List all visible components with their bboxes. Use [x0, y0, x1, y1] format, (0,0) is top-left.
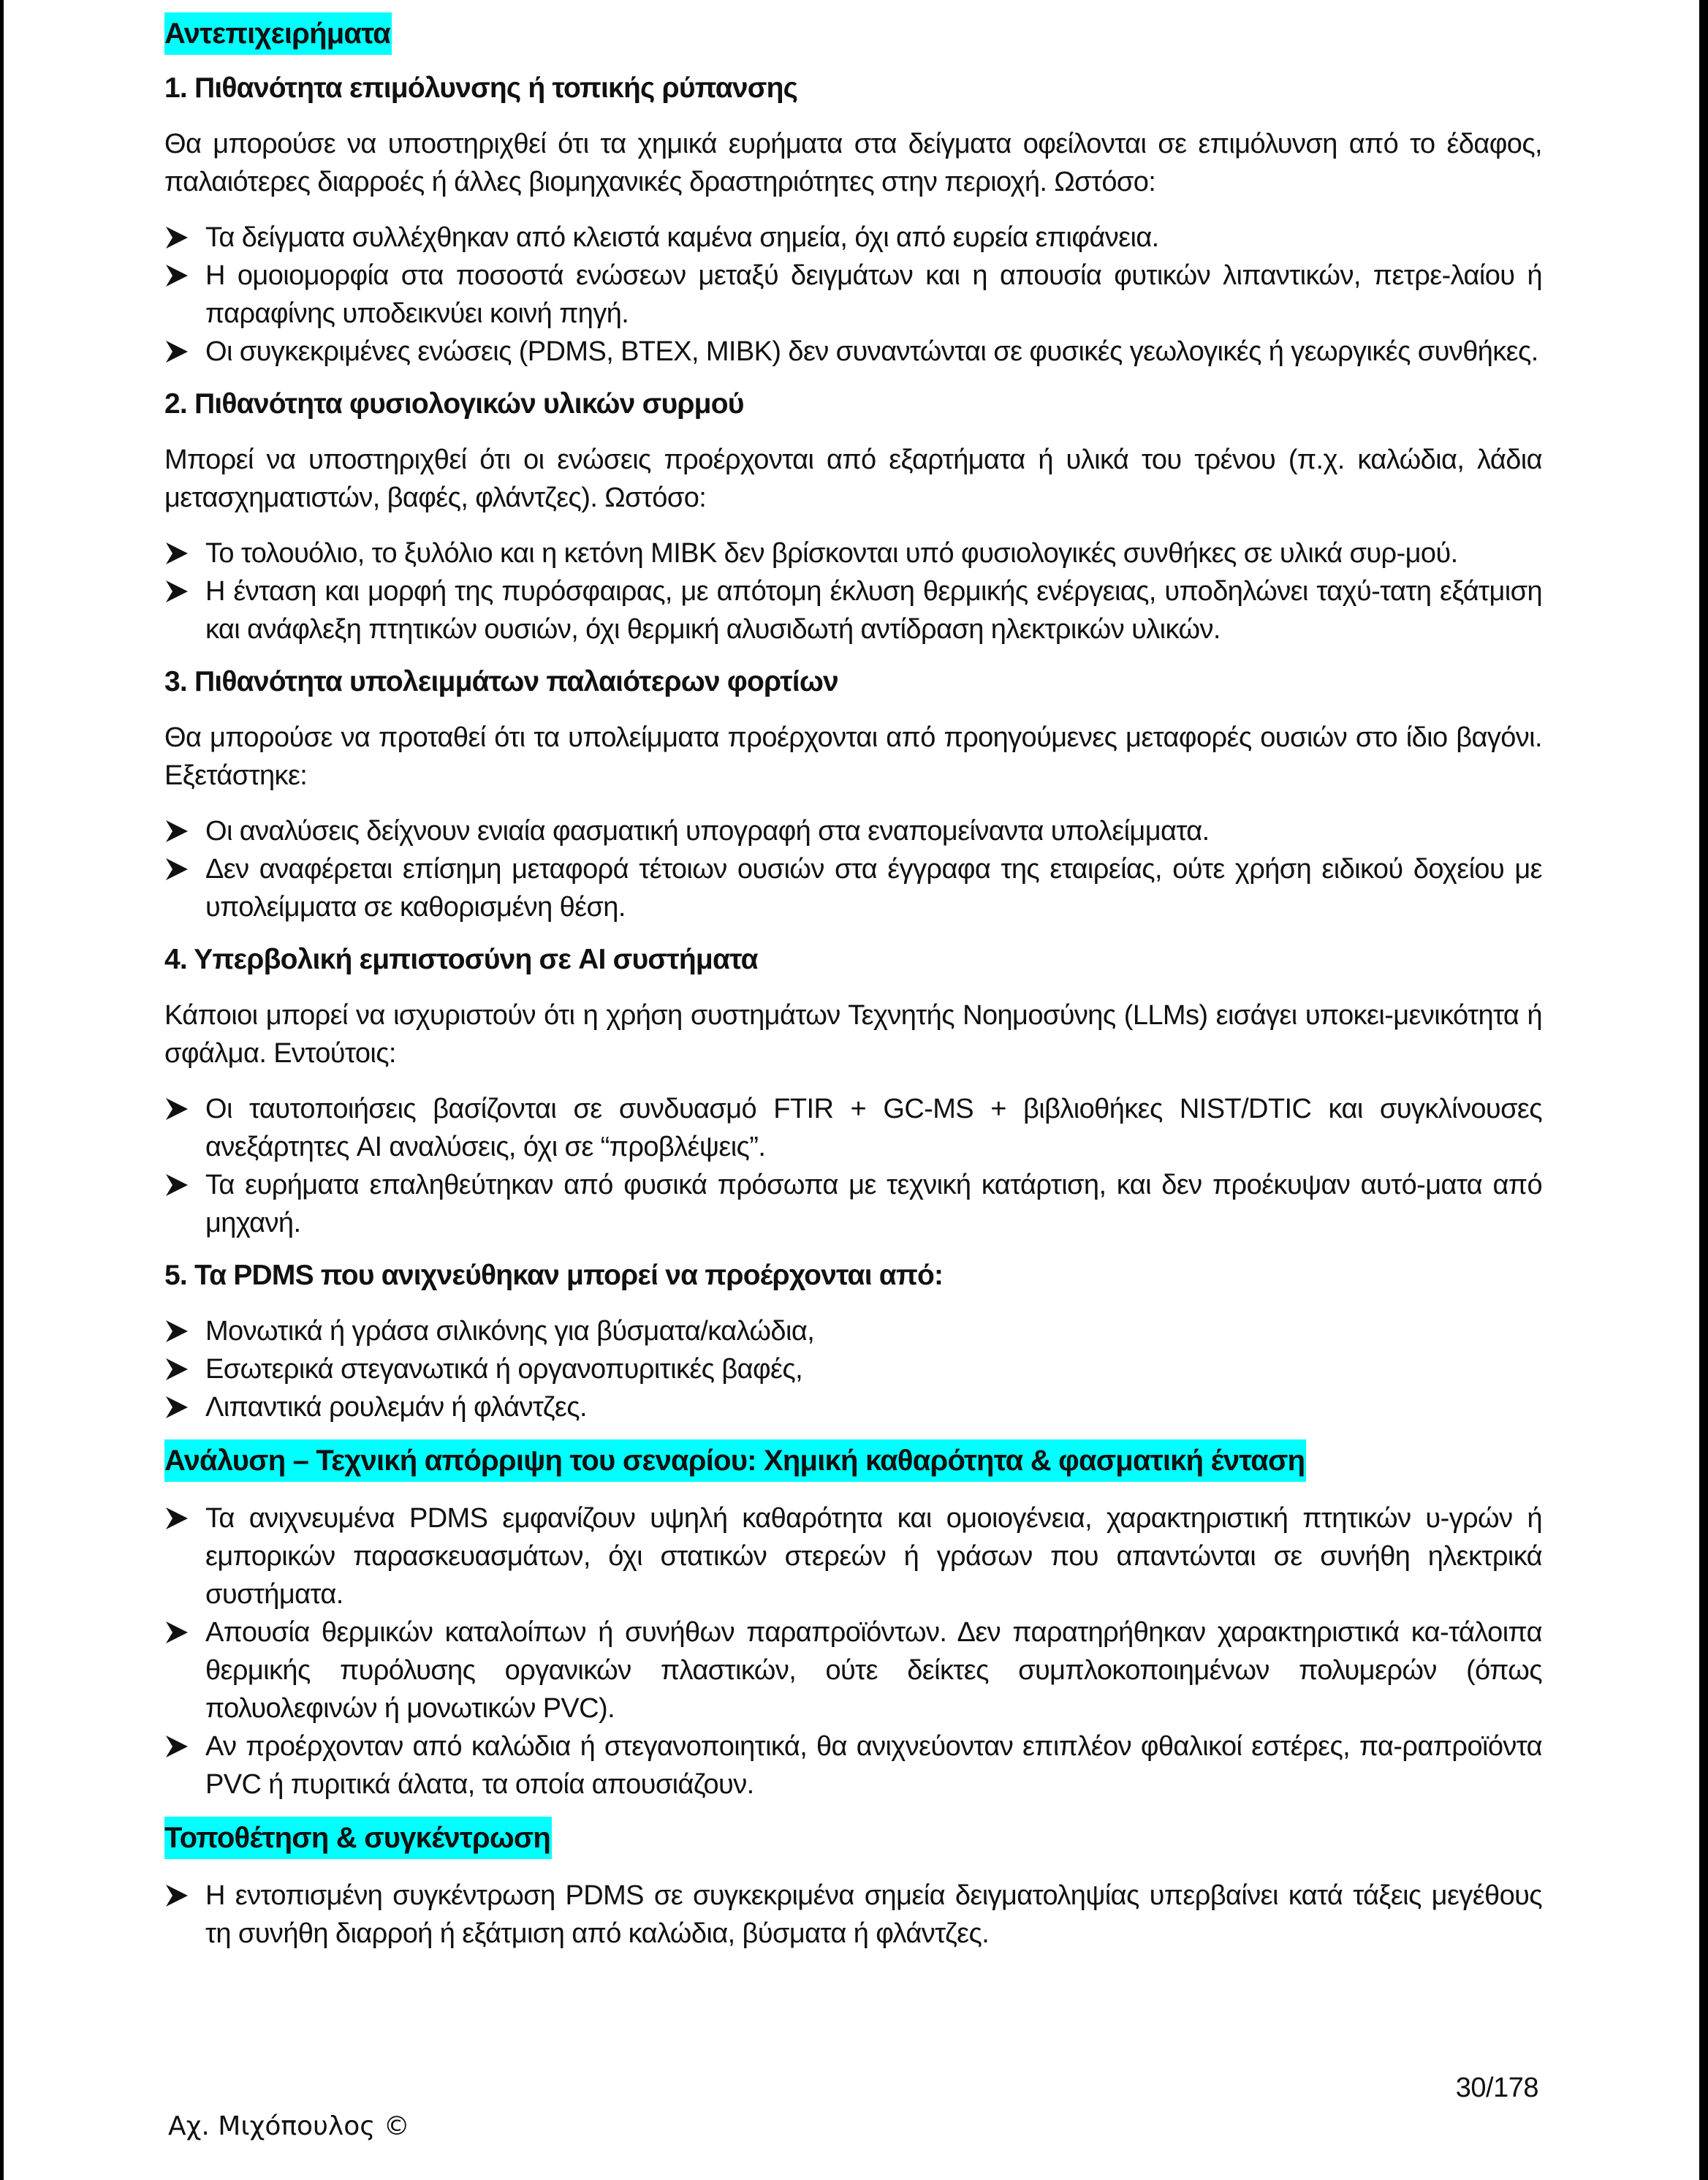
arrowhead-bullet-icon: [164, 1097, 189, 1121]
page-number: 30/178: [1455, 2073, 1538, 2103]
list-item: [164, 1166, 1542, 1242]
arrowhead-bullet-icon: [164, 1506, 189, 1531]
list-item: [164, 333, 1542, 371]
list-item: [164, 1388, 1542, 1426]
bullet-list-placement: [164, 1877, 1542, 1953]
list-item-text: Η ένταση και μορφή της πυρόσφαιρας, με απότομη έκλυση θερμικής ενέργειας, υποδηλώνει ταχύ-τατη εξάτμιση και ανάφλεξη πτητικών ουσιών, όχι θερμική αλυσιδωτή αντίδραση ηλεκτρικών υλικών.: [205, 576, 1542, 645]
list-item: [164, 1877, 1542, 1953]
list-item: [164, 257, 1542, 333]
subheading-previous-loads: 3. Πιθανότητα υπολειμμάτων παλαιότερων φορτίων: [164, 666, 838, 697]
document-page: [4, 0, 1699, 2180]
list-item: [164, 1350, 1542, 1388]
arrowhead-bullet-icon: [164, 1395, 189, 1420]
list-item-text: Τα ανιχνευμένα PDMS εμφανίζουν υψηλή καθαρότητα και ομοιογένεια, χαρακτηριστική πτητικών υ-γρών ή εμπορικών παρασκευασμάτων, όχι στατικών στερεών ή γράσων που απαντώνται σε συνήθη ηλεκτρικά συστήματα.: [205, 1503, 1542, 1610]
list-item-text: Λιπαντικά ρουλεμάν ή φλάντζες.: [205, 1392, 587, 1423]
arrowhead-bullet-icon: [164, 1734, 189, 1759]
arrowhead-bullet-icon: [164, 819, 189, 844]
bullet-list-train-materials: [164, 534, 1542, 648]
arrowhead-bullet-icon: [164, 541, 189, 566]
list-item: [164, 534, 1542, 572]
list-item-text: Δεν αναφέρεται επίσημη μεταφορά τέτοιων ουσιών στα έγγραφα της εταιρείας, ούτε χρήση ειδικού δοχείου με υπολείμματα σε καθορισμένη θέση.: [205, 854, 1542, 923]
arrowhead-bullet-icon: [164, 579, 189, 604]
list-item: [164, 850, 1542, 926]
list-item: [164, 812, 1542, 850]
bullet-list-previous-loads: [164, 812, 1542, 926]
arrowhead-bullet-icon: [164, 339, 189, 364]
list-item-text: Η εντοπισμένη συγκέντρωση PDMS σε συγκεκριμένα σημεία δειγματοληψίας υπερβαίνει κατά τάξεις μεγέθους τη συνήθη διαρροή ή εξάτμιση από καλώδια, βύσματα ή φλάντζες.: [205, 1880, 1542, 1949]
arrowhead-bullet-icon: [164, 1319, 189, 1344]
section-heading-analysis: Ανάλυση – Τεχνική απόρριψη του σεναρίου: Χημική καθαρότητα & φασματική ένταση: [164, 1439, 1306, 1482]
arrowhead-bullet-icon: [164, 225, 189, 250]
list-item: [164, 1613, 1542, 1727]
arrowhead-bullet-icon: [164, 263, 189, 288]
section-heading-counterarguments: Αντεπιχειρήματα: [164, 12, 392, 55]
list-item-text: Οι συγκεκριμένες ενώσεις (PDMS, BTEX, MIBK) δεν συναντώνται σε φυσικές γεωλογικές ή γεωργικές συνθήκες.: [205, 336, 1538, 367]
bullet-list-ai-trust: [164, 1090, 1542, 1242]
paragraph-ai-trust: Κάποιοι μπορεί να ισχυριστούν ότι η χρήση συστημάτων Τεχνητής Νοημοσύνης (LLMs) εισάγει υποκει-μενικότητα ή σφάλμα. Εντούτοις:: [164, 1000, 1542, 1069]
list-item: [164, 1499, 1542, 1613]
list-item-text: Η ομοιομορφία στα ποσοστά ενώσεων μεταξύ δειγμάτων και η απουσία φυτικών λιπαντικών, πετρε-λαίου ή παραφίνης υποδεικνύει κοινή πηγή.: [205, 260, 1542, 329]
list-item-text: Μονωτικά ή γράσα σιλικόνης για βύσματα/καλώδια,: [205, 1316, 815, 1347]
bullet-list-pdms-sources: [164, 1312, 1542, 1426]
subheading-ai-trust: 4. Υπερβολική εμπιστοσύνη σε AI συστήματα: [164, 944, 758, 975]
list-item: [164, 1090, 1542, 1166]
section-heading-placement: Τοποθέτηση & συγκέντρωση: [164, 1817, 552, 1859]
arrowhead-bullet-icon: [164, 1883, 189, 1908]
subheading-pdms-sources: 5. Τα PDMS που ανιχνεύθηκαν μπορεί να προέρχονται από:: [164, 1260, 944, 1291]
subheading-contamination: 1. Πιθανότητα επιμόλυνσης ή τοπικής ρύπανσης: [164, 72, 798, 104]
bullet-list-contamination: [164, 219, 1542, 371]
list-item-text: Τα δείγματα συλλέχθηκαν από κλειστά καμένα σημεία, όχι από ευρεία επιφάνεια.: [205, 222, 1159, 253]
subheading-train-materials: 2. Πιθανότητα φυσιολογικών υλικών συρμού: [164, 388, 744, 420]
list-item: [164, 1312, 1542, 1350]
list-item: [164, 219, 1542, 257]
list-item-text: Απουσία θερμικών καταλοίπων ή συνήθων παραπροϊόντων. Δεν παρατηρήθηκαν χαρακτηριστικά κα-τάλοιπα θερμικής πυρόλυσης οργανικών πλαστικών, ούτε δείκτες συμπλοκοποιημένων πολυμερών (όπως πολυολεφινών ή μονωτικών PVC).: [205, 1617, 1542, 1724]
paragraph-previous-loads: Θα μπορούσε να προταθεί ότι τα υπολείμματα προέρχονται από προηγούμενες μεταφορές ουσιών στο ίδιο βαγόνι. Εξετάστηκε:: [164, 722, 1542, 791]
list-item-text: Οι ταυτοποιήσεις βασίζονται σε συνδυασμό FTIR + GC-MS + βιβλιοθήκες NIST/DTIC και συγκλίνουσες ανεξάρτητες AI αναλύσεις, όχι σε “προβλέψεις”.: [205, 1094, 1542, 1162]
paragraph-train-materials: Μπορεί να υποστηριχθεί ότι οι ενώσεις προέρχονται από εξαρτήματα ή υλικά του τρένου (π.χ. καλώδια, λάδια μετασχηματιστών, βαφές, φλάντζες). Ωστόσο:: [164, 444, 1542, 513]
list-item-text: Τα ευρήματα επαληθεύτηκαν από φυσικά πρόσωπα με τεχνική κατάρτιση, και δεν προέκυψαν αυτό-ματα από μηχανή.: [205, 1170, 1542, 1238]
arrowhead-bullet-icon: [164, 857, 189, 882]
arrowhead-bullet-icon: [164, 1173, 189, 1197]
page-content: [164, 0, 1542, 1953]
author-footer: Αχ. Μιχόπουλος ©: [168, 2111, 410, 2141]
list-item-text: Εσωτερικά στεγανωτικά ή οργανοπυριτικές βαφές,: [205, 1354, 803, 1385]
list-item: [164, 1727, 1542, 1804]
list-item-text: Αν προέρχονταν από καλώδια ή στεγανοποιητικά, θα ανιχνεύονταν επιπλέον φθαλικοί εστέρες, πα-ραπροϊόντα PVC ή πυριτικά άλατα, τα οποία απουσιάζουν.: [205, 1731, 1542, 1800]
arrowhead-bullet-icon: [164, 1620, 189, 1645]
list-item-text: Το τολουόλιο, το ξυλόλιο και η κετόνη MIBK δεν βρίσκονται υπό φυσιολογικές συνθήκες σε υλικά συρ-μού.: [205, 538, 1458, 569]
list-item: [164, 572, 1542, 648]
bullet-list-analysis: [164, 1499, 1542, 1804]
list-item-text: Οι αναλύσεις δείχνουν ενιαία φασματική υπογραφή στα εναπομείναντα υπολείμματα.: [205, 816, 1210, 847]
arrowhead-bullet-icon: [164, 1357, 189, 1382]
paragraph-contamination: Θα μπορούσε να υποστηριχθεί ότι τα χημικά ευρήματα στα δείγματα οφείλονται σε επιμόλυνση από το έδαφος, παλαιότερες διαρροές ή άλλες βιομηχανικές δραστηριότητες στην περιοχή. Ωστόσο:: [164, 129, 1542, 197]
